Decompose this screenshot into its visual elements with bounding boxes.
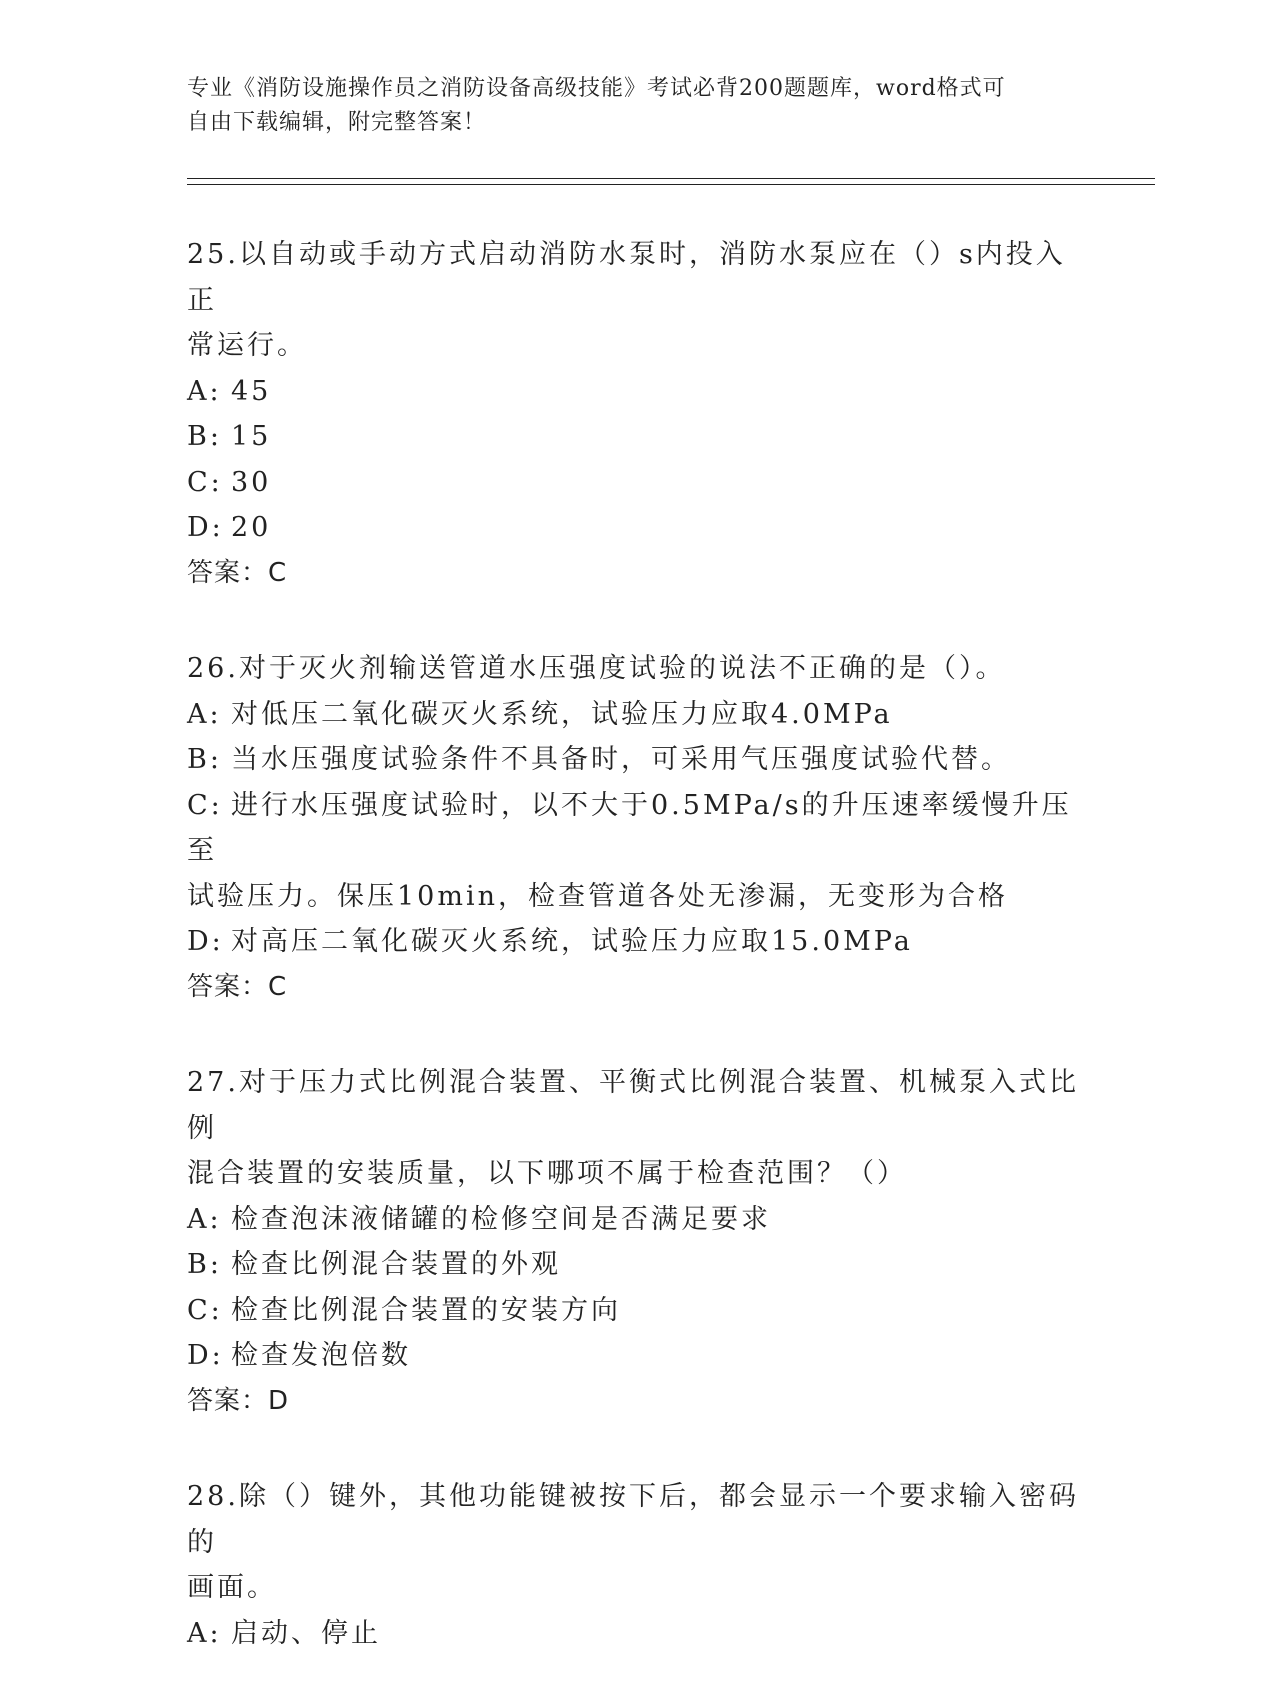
option-a bbox=[187, 692, 1087, 738]
question-28 bbox=[187, 1474, 1087, 1656]
option-c bbox=[187, 460, 1087, 506]
option-c bbox=[187, 1288, 1087, 1334]
option-text: 20 bbox=[231, 512, 272, 543]
header-divider-top bbox=[187, 178, 1155, 179]
option-label: A: bbox=[187, 375, 222, 407]
option-label: D: bbox=[187, 926, 224, 957]
option-c-continued: 试验压力。保压10min，检查管道各处无渗漏，无变形为合格 bbox=[187, 880, 1008, 912]
option-text: 检查泡沫液储罐的检修空间是否满足要求 bbox=[231, 1203, 771, 1235]
option-a bbox=[187, 369, 1087, 415]
option-label: B: bbox=[187, 421, 222, 452]
header-divider-bottom bbox=[187, 184, 1155, 185]
option-label: B: bbox=[187, 744, 222, 775]
question-text-line: 27.对于压力式比例混合装置、平衡式比例混合装置、机械泵入式比例 bbox=[187, 1067, 1079, 1144]
option-text: 检查比例混合装置的外观 bbox=[231, 1249, 561, 1280]
option-label: A: bbox=[187, 698, 222, 730]
option-label: C: bbox=[187, 466, 223, 498]
option-d bbox=[187, 1333, 1087, 1379]
question-text-line: 画面。 bbox=[187, 1572, 277, 1603]
option-text: 启动、停止 bbox=[231, 1617, 381, 1649]
question-text-line: 混合装置的安装质量，以下哪项不属于检查范围？（） bbox=[187, 1158, 907, 1189]
answer-line: 答案：C bbox=[187, 557, 288, 588]
question-text-line: 28.除（）键外，其他功能键被按下后，都会显示一个要求输入密码的 bbox=[187, 1481, 1079, 1558]
option-text: 当水压强度试验条件不具备时，可采用气压强度试验代替。 bbox=[231, 744, 1011, 775]
option-label: A: bbox=[187, 1617, 222, 1649]
option-text: 45 bbox=[231, 375, 272, 407]
option-c bbox=[187, 783, 1087, 874]
option-text: 30 bbox=[231, 466, 272, 498]
header-line-2: 自由下载编辑，附完整答案！ bbox=[187, 110, 487, 135]
option-label: C: bbox=[187, 1294, 223, 1326]
option-a bbox=[187, 1611, 1087, 1657]
option-label: D: bbox=[187, 1340, 224, 1371]
option-label: A: bbox=[187, 1203, 222, 1235]
document-header bbox=[187, 72, 1067, 140]
option-text: 对高压二氧化碳灭火系统，试验压力应取15.0MPa bbox=[231, 926, 913, 957]
option-label: D: bbox=[187, 512, 224, 543]
question-26 bbox=[187, 646, 1087, 1010]
question-text-line: 常运行。 bbox=[187, 330, 307, 361]
question-text-line: 25.以自动或手动方式启动消防水泵时，消防水泵应在（）s内投入正 bbox=[187, 239, 1066, 316]
question-list bbox=[187, 232, 1087, 1706]
option-label: B: bbox=[187, 1249, 222, 1280]
answer-line: 答案：D bbox=[187, 1385, 290, 1416]
option-text: 进行水压强度试验时，以不大于0.5MPa/s的升压速率缓慢升压至 bbox=[187, 789, 1072, 866]
question-25 bbox=[187, 232, 1087, 596]
option-text: 检查发泡倍数 bbox=[231, 1340, 411, 1371]
answer-line: 答案：C bbox=[187, 971, 288, 1002]
option-text: 15 bbox=[231, 421, 272, 452]
option-b bbox=[187, 1242, 1087, 1288]
option-d bbox=[187, 505, 1087, 551]
option-text: 对低压二氧化碳灭火系统，试验压力应取4.0MPa bbox=[231, 698, 893, 730]
header-line-1: 专业《消防设施操作员之消防设备高级技能》考试必背200题题库，word格式可 bbox=[187, 76, 1006, 101]
option-text: 检查比例混合装置的安装方向 bbox=[231, 1294, 621, 1326]
option-label: C: bbox=[187, 789, 223, 821]
option-b bbox=[187, 414, 1087, 460]
option-d bbox=[187, 919, 1087, 965]
question-27 bbox=[187, 1060, 1087, 1424]
option-b bbox=[187, 737, 1087, 783]
question-text-line: 26.对于灭火剂输送管道水压强度试验的说法不正确的是（）。 bbox=[187, 653, 1006, 684]
option-a bbox=[187, 1197, 1087, 1243]
